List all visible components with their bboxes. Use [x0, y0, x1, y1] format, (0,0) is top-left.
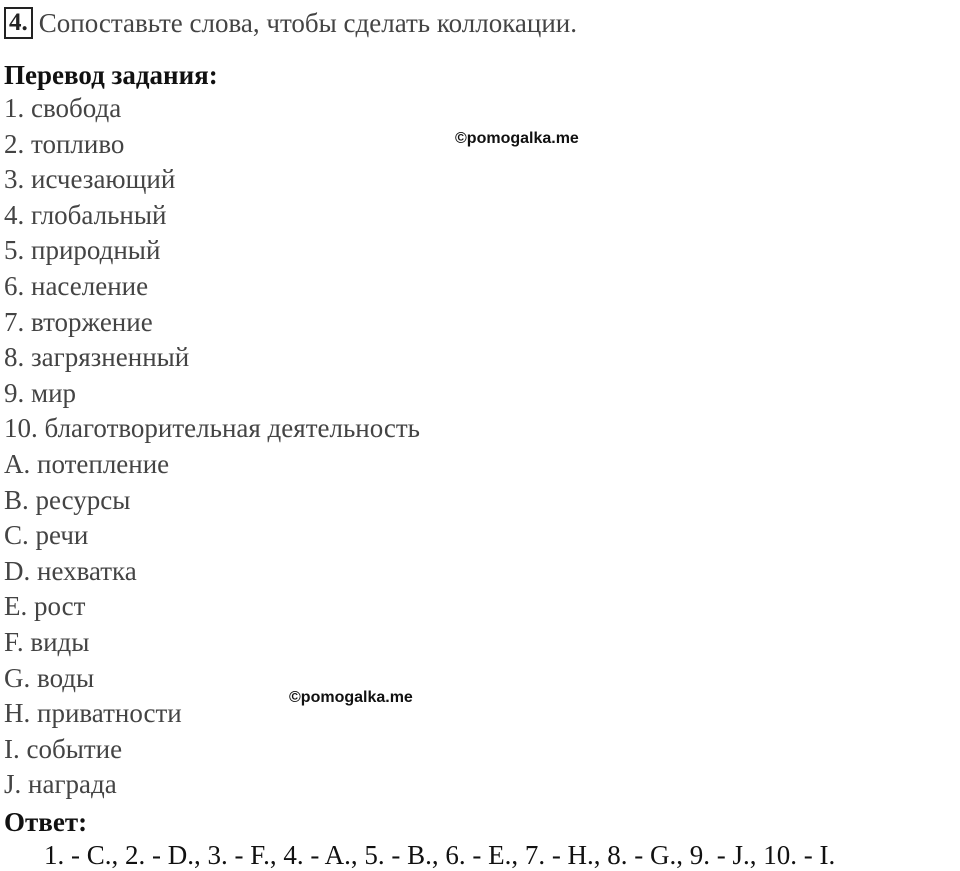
- list-item: 8. загрязненный: [4, 342, 190, 373]
- list-item: 2. топливо: [4, 128, 125, 159]
- list-item: E. рост: [4, 591, 86, 622]
- task-instruction: Сопоставьте слова, чтобы сделать коллокации.: [38, 7, 577, 38]
- watermark: ©pomogalka.me: [289, 689, 413, 706]
- answer-title: Ответ:: [4, 807, 88, 837]
- list-item: 5. природный: [4, 235, 161, 266]
- translation-title: Перевод задания:: [4, 60, 218, 90]
- list-item: 4. глобальный: [4, 199, 167, 230]
- list-item: F. виды: [4, 626, 90, 657]
- list-item: 7. вторжение: [4, 306, 153, 337]
- watermark: ©pomogalka.me: [455, 130, 579, 147]
- task-number: 4.: [4, 7, 33, 39]
- list-item: I. событие: [4, 733, 123, 764]
- list-item: 1. свобода: [4, 93, 122, 123]
- list-item: G. воды: [4, 662, 95, 693]
- list-item: 10. благотворительная деятельность: [4, 413, 420, 444]
- list-item: 6. население: [4, 270, 149, 301]
- list-item: D. нехватка: [4, 555, 137, 586]
- list-item: 9. мир: [4, 377, 77, 408]
- list-item: J. награда: [4, 769, 117, 800]
- answer-text: 1. - C., 2. - D., 3. - F., 4. - A., 5. - B., 6. - E., 7. - H., 8. - G., 9. - J., 10. - I.: [44, 840, 836, 870]
- list-item: H. приватности: [4, 698, 182, 729]
- list-item: B. ресурсы: [4, 484, 131, 515]
- list-item: 3. исчезающий: [4, 164, 176, 195]
- list-item: A. потепление: [4, 448, 170, 479]
- task-header: [4, 6, 577, 40]
- list-item: C. речи: [4, 520, 89, 551]
